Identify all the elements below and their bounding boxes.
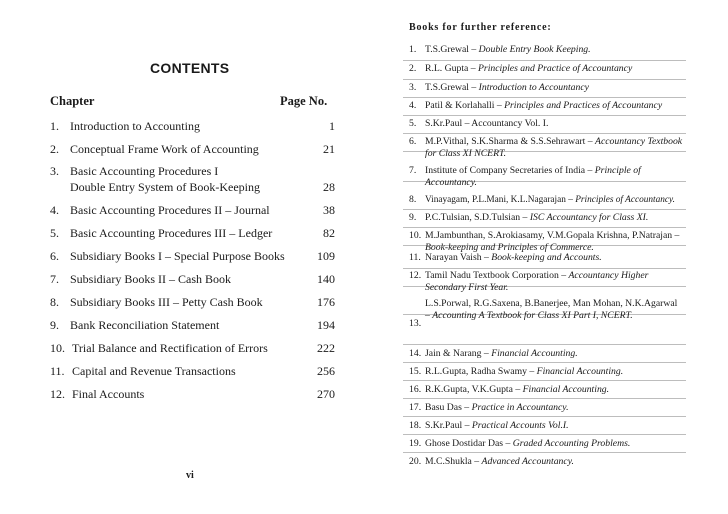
chapter-title: Subsidiary Books II – Cash Book (70, 272, 232, 286)
chapter-page: 82 (323, 226, 335, 240)
divider (403, 209, 686, 210)
chapter-title: Subsidiary Books III – Petty Cash Book (70, 295, 263, 309)
divider (403, 452, 686, 453)
divider (403, 398, 686, 399)
reference-author: M.Jambunthan, S.Arokiasamy, V.M.Gopala Krishna, P.Natrajan – (425, 230, 680, 241)
chapter-page: 270 (317, 387, 335, 401)
chapter-title: Basic Accounting Procedures III – Ledger (70, 226, 273, 240)
reference-author: R.K.Gupta, V.K.Gupta – (425, 384, 523, 395)
reference-number: 20. (409, 456, 422, 467)
chapter-number: 11. (50, 364, 65, 378)
reference-number: 8. (409, 194, 417, 205)
chapter-page: 28 (323, 180, 335, 194)
page-number-column-header: Page No. (280, 94, 328, 108)
divider (403, 434, 686, 435)
chapter-page: 176 (317, 295, 335, 309)
reference-title: Financial Accounting. (522, 384, 610, 395)
reference-author: Vinayagam, P.L.Mani, K.L.Nagarajan – (425, 195, 576, 205)
chapter-number: 4. (50, 203, 59, 217)
reference-title: Book-keeping and Principles of Commerce. (425, 242, 594, 253)
chapter-title: Trial Balance and Rectification of Errors (72, 341, 268, 355)
reference-number: 15. (409, 366, 422, 377)
reference-title: Double Entry Book Keeping. (478, 44, 591, 55)
chapter-page: 38 (323, 203, 335, 217)
reference-author: S.Kr.Paul – (425, 420, 472, 431)
divider (403, 344, 686, 345)
chapter-title: Bank Reconciliation Statement (70, 318, 220, 332)
chapter-number: 3. (50, 164, 59, 178)
reference-title: Financial Accounting. (491, 348, 578, 359)
reference-title: Introduction to Accountancy (478, 82, 589, 93)
chapter-number: 10. (50, 341, 65, 355)
reference-title: Advanced Accountancy. (481, 456, 574, 467)
reference-title: Accountancy Textbook for Class XI NCERT. (425, 136, 683, 159)
reference-title: Practical Accounts Vol.I. (471, 420, 569, 431)
page-number-footer: vi (186, 470, 194, 481)
reference-title: Graded Accounting Problems. (512, 438, 631, 449)
divider (403, 115, 686, 116)
reference-author: R.L.Gupta, Radha Swamy – (425, 366, 537, 377)
reference-author: P.C.Tulsian, S.D.Tulsian – (425, 212, 530, 223)
reference-author: R.L. Gupta – (425, 63, 479, 74)
chapter-title: Conceptual Frame Work of Accounting (70, 142, 259, 156)
reference-number: 1. (409, 44, 417, 55)
reference-author: T.S.Grewal – (425, 44, 479, 55)
chapter-number: 2. (50, 142, 59, 156)
reference-number: 13. (409, 318, 422, 329)
divider (403, 416, 686, 417)
chapter-number: 8. (50, 295, 59, 309)
divider (403, 268, 686, 269)
divider (403, 362, 686, 363)
reference-author: L.S.Porwal, R.G.Saxena, B.Banerjee, Man Mohan, N.K.Agarwal – (425, 298, 678, 321)
chapter-page: 222 (317, 341, 335, 355)
reference-title: Principles of Accountancy. (575, 195, 675, 205)
chapter-title: Basic Accounting Procedures I (70, 164, 219, 178)
divider (403, 79, 686, 80)
reference-number: 5. (409, 118, 417, 129)
chapter-page: 1 (329, 119, 335, 133)
reference-number: 18. (409, 420, 422, 431)
reference-author: Patil & Korlahalli – (425, 100, 505, 111)
reference-number: 7. (409, 165, 417, 176)
reference-number: 2. (409, 63, 417, 74)
chapter-number: 6. (50, 249, 59, 263)
reference-title: Practice in Accountancy. (471, 402, 569, 413)
chapter-column-header: Chapter (50, 94, 95, 108)
references-heading: Books for further reference: (409, 22, 552, 33)
divider (403, 380, 686, 381)
chapter-number: 5. (50, 226, 59, 240)
chapter-page: 140 (317, 272, 335, 286)
reference-title: Book-keeping and Accounts. (491, 252, 602, 263)
reference-number: 19. (409, 438, 422, 449)
divider (403, 133, 686, 134)
reference-author: Tamil Nadu Textbook Corporation – (425, 270, 569, 281)
divider (403, 60, 686, 61)
chapter-page: 194 (317, 318, 335, 332)
reference-author: Narayan Vaish – (425, 252, 492, 263)
chapter-page: 256 (317, 364, 335, 378)
chapter-title: Final Accounts (72, 387, 145, 401)
chapter-number: 1. (50, 119, 59, 133)
reference-author: M.C.Shukla – (425, 456, 482, 467)
reference-number: 16. (409, 384, 422, 395)
reference-author: Basu Das – (425, 402, 472, 413)
divider (403, 227, 686, 228)
chapter-title: Basic Accounting Procedures II – Journal (70, 203, 270, 217)
reference-title: Principle of Accountancy. (425, 165, 641, 188)
reference-author: T.S.Grewal – (425, 82, 479, 93)
chapter-number: 9. (50, 318, 59, 332)
reference-author: S.Kr.Paul – Accountancy Vol. I. (425, 118, 549, 129)
reference-number: 12. (409, 270, 422, 281)
reference-number: 17. (409, 402, 422, 413)
chapter-title: Capital and Revenue Transactions (72, 364, 236, 378)
divider (403, 97, 686, 98)
reference-number: 6. (409, 136, 417, 147)
chapter-title: Subsidiary Books I – Special Purpose Books (70, 249, 285, 263)
reference-title: Accounting A Textbook for Class XI Part I, NCERT. (432, 310, 633, 321)
reference-title: Principles and Practice of Accountancy (478, 63, 633, 74)
chapter-number: 7. (50, 272, 59, 286)
reference-author: Institute of Company Secretaries of India – (425, 165, 595, 176)
chapter-number: 12. (50, 387, 65, 401)
reference-author: Ghose Dostidar Das – (425, 438, 513, 449)
reference-number: 9. (409, 212, 417, 223)
reference-title: Financial Accounting. (536, 366, 624, 377)
chapter-page: 109 (317, 249, 335, 263)
reference-number: 10. (409, 230, 422, 241)
reference-author: M.P.Vithal, S.K.Sharma & S.S.Sehrawart – (425, 136, 596, 147)
chapter-subtitle: Double Entry System of Book-Keeping (70, 180, 260, 194)
reference-author: Jain & Narang – (425, 348, 492, 359)
reference-title: Principles and Practices of Accountancy (504, 100, 663, 111)
reference-number: 14. (409, 348, 422, 359)
reference-number: 3. (409, 82, 417, 93)
contents-heading: CONTENTS (150, 60, 230, 76)
reference-title: Accountancy Higher Secondary First Year. (425, 270, 649, 293)
reference-title: ISC Accountancy for Class XI. (529, 212, 649, 223)
chapter-title: Introduction to Accounting (70, 119, 200, 133)
chapter-page: 21 (323, 142, 335, 156)
reference-number: 4. (409, 100, 417, 111)
reference-number: 11. (409, 252, 421, 263)
